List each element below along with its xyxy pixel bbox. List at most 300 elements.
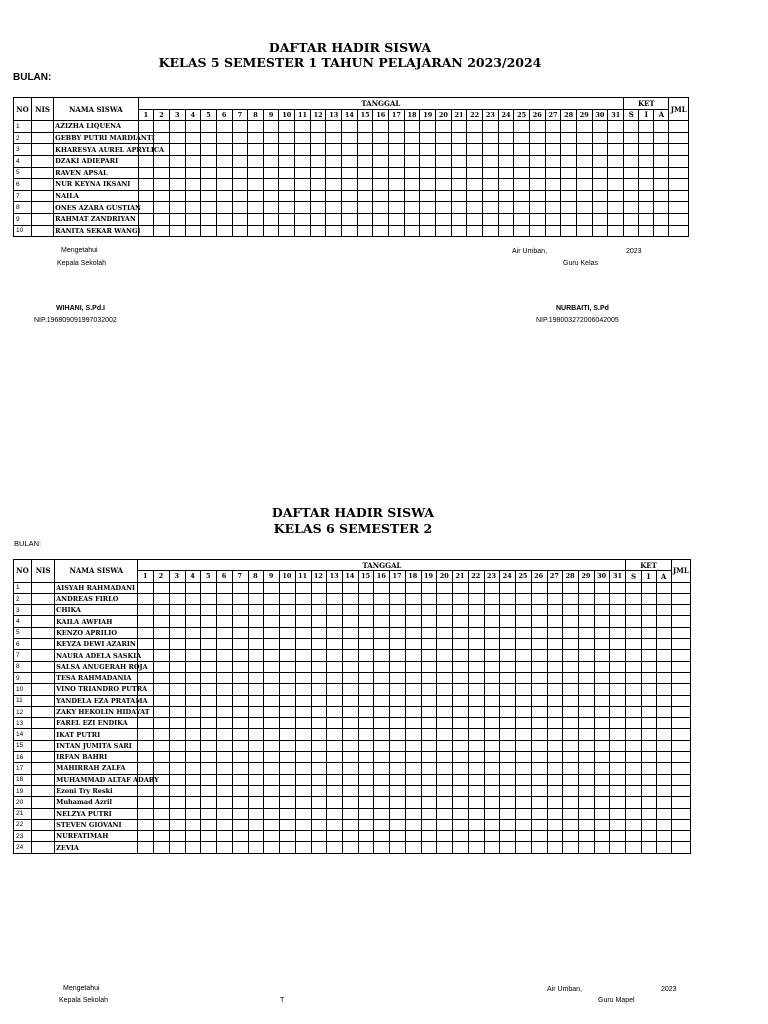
col-header-no: NO <box>14 560 32 583</box>
attendance-cell <box>453 718 469 729</box>
attendance-cell <box>311 684 327 695</box>
doc2-bulan-label: BULAN: <box>14 539 42 548</box>
day-number: 19 <box>421 571 437 582</box>
attendance-cell <box>516 650 532 661</box>
attendance-cell <box>610 797 626 808</box>
attendance-cell <box>358 729 374 740</box>
attendance-cell <box>484 740 500 751</box>
attendance-cell <box>374 752 390 763</box>
attendance-cell <box>185 819 201 830</box>
attendance-cell <box>374 706 390 717</box>
attendance-cell <box>232 144 248 156</box>
attendance-cell <box>563 785 579 796</box>
ket-cell <box>641 661 656 672</box>
attendance-cell <box>610 695 626 706</box>
attendance-cell <box>421 650 437 661</box>
attendance-cell <box>201 213 217 225</box>
attendance-cell <box>138 752 154 763</box>
attendance-cell <box>610 661 626 672</box>
attendance-cell <box>421 582 437 593</box>
attendance-cell <box>327 729 343 740</box>
attendance-cell <box>311 819 327 830</box>
ket-cell <box>641 650 656 661</box>
attendance-cell <box>326 132 342 144</box>
col-header-nis: NIS <box>32 560 55 583</box>
ket-cell <box>671 729 690 740</box>
attendance-cell <box>500 718 516 729</box>
attendance-cell <box>547 605 563 616</box>
nis-cell <box>32 213 54 225</box>
attendance-cell <box>185 155 201 167</box>
attendance-cell <box>280 763 296 774</box>
attendance-cell <box>217 639 233 650</box>
attendance-cell <box>436 132 452 144</box>
ket-cell <box>671 616 690 627</box>
ket-cell <box>626 763 641 774</box>
attendance-cell <box>610 718 626 729</box>
ket-cell <box>626 639 641 650</box>
attendance-cell <box>405 729 421 740</box>
attendance-cell <box>169 729 185 740</box>
attendance-cell <box>342 213 358 225</box>
attendance-cell <box>579 672 595 683</box>
attendance-cell <box>420 225 436 237</box>
table-row <box>14 785 691 796</box>
attendance-cell <box>201 684 217 695</box>
row-number: 2 <box>14 593 32 604</box>
attendance-cell <box>216 155 232 167</box>
attendance-cell <box>608 144 624 156</box>
attendance-cell <box>484 831 500 842</box>
row-number: 4 <box>14 616 32 627</box>
attendance-cell <box>500 752 516 763</box>
attendance-cell <box>484 706 500 717</box>
attendance-cell <box>358 763 374 774</box>
attendance-cell <box>357 132 373 144</box>
attendance-cell <box>310 121 326 133</box>
attendance-cell <box>310 213 326 225</box>
attendance-cell <box>279 121 295 133</box>
attendance-cell <box>295 684 311 695</box>
doc2-mengetahui: Mengetahui <box>63 985 100 992</box>
attendance-cell <box>232 121 248 133</box>
attendance-cell <box>467 179 483 191</box>
ket-cell <box>671 627 690 638</box>
doc2-attendance-table <box>13 559 691 854</box>
attendance-cell <box>563 706 579 717</box>
attendance-cell <box>358 593 374 604</box>
attendance-cell <box>437 729 453 740</box>
attendance-cell <box>467 155 483 167</box>
row-number: 1 <box>14 121 32 133</box>
attendance-cell <box>453 763 469 774</box>
attendance-cell <box>217 797 233 808</box>
attendance-cell <box>295 121 311 133</box>
attendance-cell <box>610 684 626 695</box>
col-header-ket: KET <box>626 560 671 571</box>
attendance-cell <box>216 190 232 202</box>
attendance-cell <box>264 593 280 604</box>
attendance-cell <box>185 605 201 616</box>
ket-cell <box>626 797 641 808</box>
attendance-cell <box>185 132 201 144</box>
table-row <box>14 167 689 179</box>
row-number: 23 <box>14 831 32 842</box>
row-number: 24 <box>14 842 32 853</box>
attendance-cell <box>531 639 547 650</box>
ket-cell <box>639 132 654 144</box>
attendance-cell <box>295 819 311 830</box>
attendance-cell <box>248 763 264 774</box>
ket-cell <box>641 639 656 650</box>
table-row <box>14 593 691 604</box>
attendance-cell <box>201 752 217 763</box>
attendance-cell <box>185 695 201 706</box>
attendance-cell <box>529 190 545 202</box>
attendance-cell <box>592 132 608 144</box>
attendance-cell <box>468 808 484 819</box>
attendance-cell <box>154 831 170 842</box>
attendance-cell <box>232 639 248 650</box>
attendance-cell <box>138 616 154 627</box>
attendance-cell <box>437 752 453 763</box>
attendance-cell <box>295 650 311 661</box>
attendance-cell <box>295 797 311 808</box>
attendance-cell <box>358 695 374 706</box>
attendance-cell <box>579 774 595 785</box>
attendance-cell <box>563 650 579 661</box>
attendance-cell <box>248 740 264 751</box>
row-number: 10 <box>14 225 32 237</box>
ket-cell <box>671 639 690 650</box>
attendance-cell <box>154 650 170 661</box>
attendance-cell <box>405 627 421 638</box>
attendance-cell <box>594 740 610 751</box>
attendance-cell <box>451 144 467 156</box>
attendance-cell <box>295 190 311 202</box>
student-name: YANDELA EZA PRATAMA <box>56 696 148 705</box>
attendance-cell <box>248 202 264 214</box>
attendance-cell <box>610 819 626 830</box>
attendance-cell <box>421 842 437 853</box>
nis-cell <box>32 718 55 729</box>
attendance-cell <box>232 202 248 214</box>
attendance-cell <box>264 718 280 729</box>
attendance-cell <box>201 155 217 167</box>
attendance-cell <box>547 774 563 785</box>
attendance-cell <box>547 842 563 853</box>
attendance-cell <box>610 831 626 842</box>
attendance-cell <box>185 593 201 604</box>
attendance-cell <box>342 167 358 179</box>
attendance-cell <box>561 225 577 237</box>
attendance-cell <box>390 819 406 830</box>
attendance-cell <box>216 213 232 225</box>
attendance-cell <box>484 842 500 853</box>
ket-cell <box>669 167 689 179</box>
attendance-cell <box>201 582 217 593</box>
attendance-cell <box>327 639 343 650</box>
attendance-cell <box>264 616 280 627</box>
attendance-cell <box>232 672 248 683</box>
attendance-cell <box>531 774 547 785</box>
attendance-cell <box>531 763 547 774</box>
attendance-cell <box>405 842 421 853</box>
ket-cell <box>639 213 654 225</box>
ket-cell <box>656 740 671 751</box>
attendance-cell <box>576 179 592 191</box>
attendance-cell <box>405 785 421 796</box>
attendance-cell <box>263 190 279 202</box>
attendance-cell <box>545 225 561 237</box>
attendance-cell <box>405 740 421 751</box>
attendance-cell <box>327 819 343 830</box>
day-number: 16 <box>374 571 390 582</box>
nis-cell <box>32 593 55 604</box>
attendance-cell <box>498 190 514 202</box>
ket-cell <box>654 144 669 156</box>
attendance-cell <box>342 797 358 808</box>
attendance-cell <box>610 672 626 683</box>
attendance-cell <box>358 616 374 627</box>
attendance-cell <box>579 627 595 638</box>
attendance-cell <box>405 661 421 672</box>
attendance-cell <box>248 190 264 202</box>
attendance-cell <box>232 155 248 167</box>
row-number: 21 <box>14 808 32 819</box>
attendance-cell <box>310 225 326 237</box>
attendance-cell <box>405 605 421 616</box>
attendance-cell <box>248 132 264 144</box>
attendance-cell <box>374 819 390 830</box>
attendance-cell <box>295 808 311 819</box>
attendance-cell <box>484 808 500 819</box>
attendance-cell <box>327 797 343 808</box>
attendance-cell <box>451 155 467 167</box>
attendance-cell <box>563 808 579 819</box>
student-name: ZEVIA <box>55 842 138 853</box>
attendance-cell <box>451 121 467 133</box>
attendance-cell <box>437 763 453 774</box>
attendance-cell <box>500 774 516 785</box>
ket-cell <box>654 121 669 133</box>
attendance-cell <box>232 842 248 853</box>
attendance-cell <box>563 842 579 853</box>
student-name: VINO TRIANDRO PUTRA <box>56 685 148 694</box>
attendance-cell <box>154 819 170 830</box>
ket-cell <box>669 190 689 202</box>
ket-cell <box>624 155 639 167</box>
attendance-cell <box>201 740 217 751</box>
day-number: 29 <box>576 109 592 121</box>
ket-cell <box>656 616 671 627</box>
attendance-cell <box>436 167 452 179</box>
attendance-cell <box>500 706 516 717</box>
attendance-cell <box>592 121 608 133</box>
attendance-cell <box>232 661 248 672</box>
attendance-cell <box>500 763 516 774</box>
attendance-cell <box>437 797 453 808</box>
ket-cell <box>639 179 654 191</box>
attendance-cell <box>594 808 610 819</box>
attendance-cell <box>498 213 514 225</box>
attendance-cell <box>201 797 217 808</box>
table-row <box>14 661 691 672</box>
ket-cell <box>669 132 689 144</box>
attendance-cell <box>545 167 561 179</box>
attendance-cell <box>295 763 311 774</box>
attendance-cell <box>342 132 358 144</box>
attendance-cell <box>295 842 311 853</box>
ket-cell <box>671 763 690 774</box>
attendance-cell <box>138 639 154 650</box>
attendance-cell <box>420 144 436 156</box>
nis-cell <box>32 808 55 819</box>
day-number: 24 <box>500 571 516 582</box>
attendance-cell <box>358 740 374 751</box>
ket-cell <box>626 785 641 796</box>
attendance-cell <box>201 819 217 830</box>
attendance-cell <box>500 684 516 695</box>
attendance-cell <box>467 167 483 179</box>
col-header-nama: NAMA SISWA <box>55 560 138 583</box>
attendance-cell <box>217 808 233 819</box>
attendance-cell <box>531 785 547 796</box>
attendance-cell <box>232 797 248 808</box>
attendance-cell <box>279 155 295 167</box>
nis-cell <box>32 842 55 853</box>
attendance-cell <box>468 842 484 853</box>
attendance-cell <box>264 842 280 853</box>
attendance-cell <box>295 774 311 785</box>
attendance-cell <box>483 213 499 225</box>
attendance-cell <box>154 167 170 179</box>
attendance-cell <box>579 729 595 740</box>
attendance-cell <box>154 740 170 751</box>
ket-cell <box>656 661 671 672</box>
attendance-cell <box>295 213 311 225</box>
nis-cell <box>32 785 55 796</box>
doc2-year: 2023 <box>661 986 677 993</box>
attendance-cell <box>279 132 295 144</box>
attendance-cell <box>420 213 436 225</box>
row-number: 12 <box>14 706 32 717</box>
attendance-cell <box>453 706 469 717</box>
attendance-cell <box>154 616 170 627</box>
attendance-cell <box>248 842 264 853</box>
attendance-cell <box>437 605 453 616</box>
attendance-cell <box>327 706 343 717</box>
attendance-cell <box>514 155 530 167</box>
attendance-cell <box>357 179 373 191</box>
attendance-cell <box>185 213 201 225</box>
header-row <box>14 560 691 571</box>
attendance-cell <box>389 121 405 133</box>
attendance-cell <box>547 797 563 808</box>
row-number: 7 <box>14 650 32 661</box>
attendance-cell <box>327 672 343 683</box>
attendance-cell <box>216 144 232 156</box>
ket-cell <box>624 213 639 225</box>
table-row <box>14 763 691 774</box>
ket-cell <box>624 121 639 133</box>
attendance-cell <box>531 627 547 638</box>
attendance-cell <box>594 752 610 763</box>
attendance-cell <box>514 202 530 214</box>
attendance-cell <box>484 695 500 706</box>
attendance-cell <box>169 155 185 167</box>
attendance-cell <box>169 695 185 706</box>
attendance-cell <box>405 763 421 774</box>
attendance-cell <box>279 167 295 179</box>
attendance-cell <box>516 808 532 819</box>
attendance-cell <box>404 225 420 237</box>
attendance-cell <box>436 144 452 156</box>
attendance-cell <box>545 155 561 167</box>
attendance-cell <box>421 672 437 683</box>
attendance-cell <box>217 729 233 740</box>
attendance-cell <box>563 684 579 695</box>
attendance-cell <box>516 819 532 830</box>
attendance-cell <box>232 808 248 819</box>
ket-cell <box>624 225 639 237</box>
table-row <box>14 797 691 808</box>
attendance-cell <box>420 179 436 191</box>
attendance-cell <box>138 167 154 179</box>
attendance-cell <box>185 752 201 763</box>
attendance-cell <box>576 167 592 179</box>
attendance-cell <box>498 144 514 156</box>
doc2-title: DAFTAR HADIR SISWA <box>271 505 435 520</box>
attendance-cell <box>311 752 327 763</box>
attendance-cell <box>154 593 170 604</box>
attendance-cell <box>514 225 530 237</box>
attendance-cell <box>185 718 201 729</box>
attendance-cell <box>576 213 592 225</box>
attendance-cell <box>579 718 595 729</box>
attendance-cell <box>420 202 436 214</box>
day-number: 1 <box>138 109 154 121</box>
attendance-cell <box>216 132 232 144</box>
attendance-cell <box>295 831 311 842</box>
ket-cell <box>641 695 656 706</box>
attendance-cell <box>327 774 343 785</box>
attendance-cell <box>327 650 343 661</box>
attendance-cell <box>484 729 500 740</box>
attendance-cell <box>498 121 514 133</box>
attendance-cell <box>453 842 469 853</box>
attendance-cell <box>390 763 406 774</box>
attendance-cell <box>154 672 170 683</box>
ket-cell <box>671 684 690 695</box>
attendance-cell <box>484 684 500 695</box>
attendance-cell <box>138 785 154 796</box>
attendance-cell <box>610 616 626 627</box>
attendance-cell <box>498 155 514 167</box>
attendance-cell <box>516 593 532 604</box>
day-number: 2 <box>154 571 170 582</box>
attendance-cell <box>468 650 484 661</box>
attendance-cell <box>357 202 373 214</box>
col-header-tanggal: TANGGAL <box>138 98 624 110</box>
attendance-cell <box>610 740 626 751</box>
nis-cell <box>32 627 55 638</box>
attendance-cell <box>232 763 248 774</box>
day-number: 24 <box>498 109 514 121</box>
ket-cell <box>626 695 641 706</box>
attendance-cell <box>498 225 514 237</box>
attendance-cell <box>374 582 390 593</box>
